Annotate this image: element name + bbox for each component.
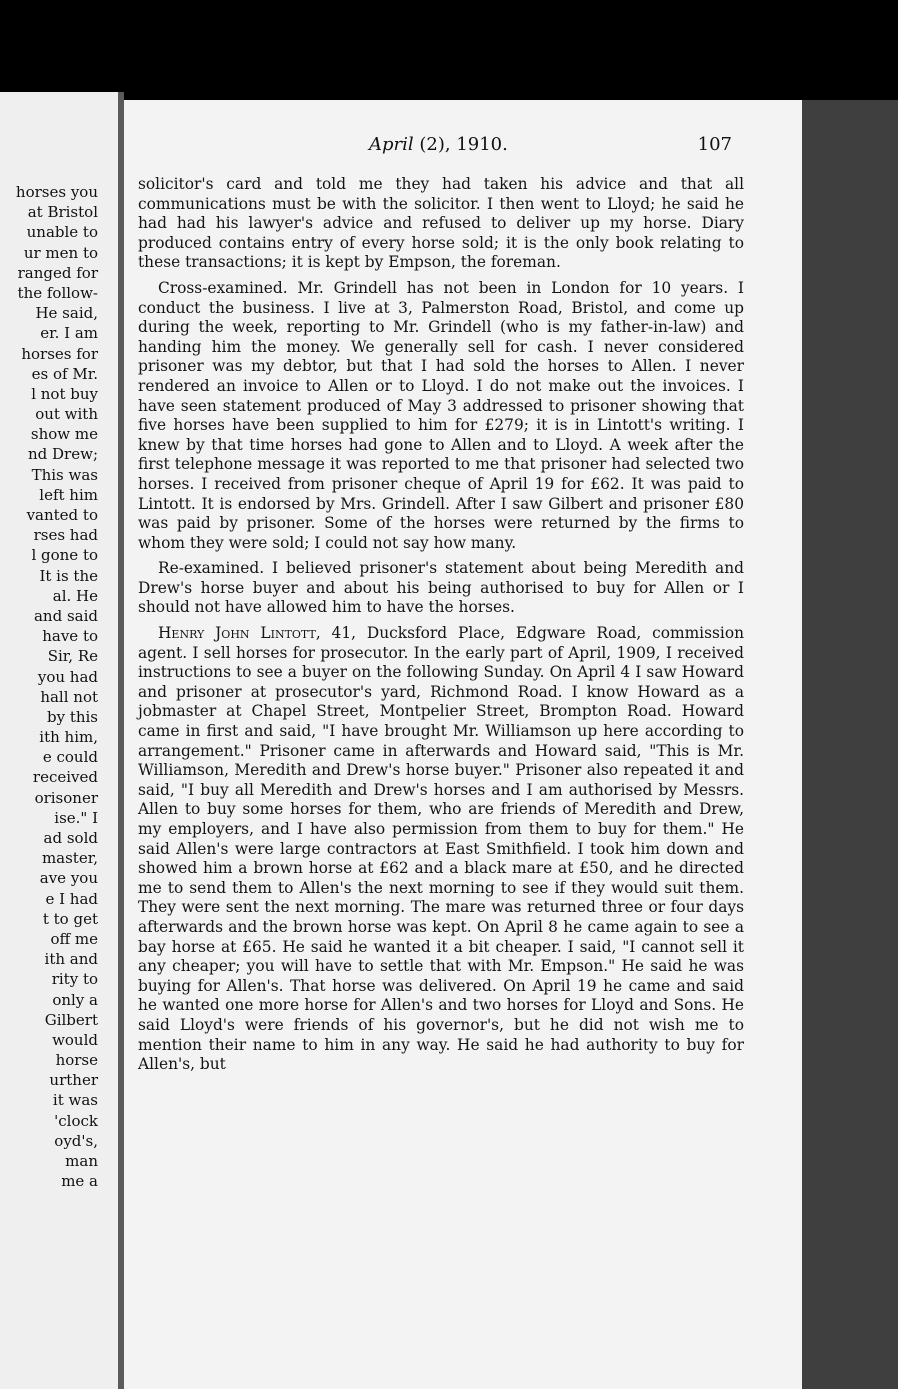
margin-fragment: e I had	[45, 889, 98, 908]
margin-fragment: have to	[42, 627, 98, 646]
margin-fragment: oyd's,	[54, 1131, 98, 1150]
facing-page-text	[0, 182, 98, 1191]
running-head	[369, 134, 508, 155]
margin-fragment: horse	[55, 1051, 98, 1070]
margin-fragment: and said	[33, 606, 98, 625]
main-page	[124, 100, 802, 1389]
margin-fragment: e could	[42, 748, 98, 767]
margin-fragment: es of Mr.	[31, 364, 98, 383]
margin-fragment: ur men to	[23, 243, 98, 262]
margin-fragment: the follow-	[17, 283, 98, 302]
margin-fragment: He said,	[35, 304, 98, 323]
margin-fragment: it was	[52, 1091, 98, 1110]
margin-fragment: rity to	[51, 970, 98, 989]
margin-fragment: er. I am	[40, 324, 98, 343]
paragraph-text: , 41, Ducksford Place, Edgware Road, commission agent. I sell horses for prosecutor. In the early part of April, 1909, I received instructions to see a buyer on the following Sunday. On April 4 I saw Howard and prisoner at prosecutor's yard, Richmond Road. I know Howard as a jobmaster at Chapel Street, Montpelier Street, Brompton Road. Howard came in first and said, "I have brought Mr. Williamson up here according to arrangement." Prisoner came in afterwards and Howard said, "This is Mr. Williamson, Meredith and Drew's horse buyer." Prisoner also repeated it and said, "I buy all Meredith and Drew's horses and I am authorised by Messrs. Allen to buy some horses for them, who are friends of Meredith and Drew, my employers, and I have also permission from them to buy for them." He said Allen's were large contractors at East Smithfield. I took him down and showed him a brown horse at £62 and a black mare at £50, and he directed me to send them to Allen's the next morning to see if they would suit them. They were sent the next morning. The mare was returned three or four days afterwards and the brown horse was kept. On April 8 he came again to see a bay horse at £65. He said he wanted it a bit cheaper. I said, "I cannot sell it any cheaper; you will have to settle that with Mr. Empson." He said he was buying for Allen's. That horse was delivered. On April 19 he came and said he wanted one more horse for Allen's and two horses for Lloyd and Sons. He said Lloyd's were friends of his governor's, but he did not wish me to mention their name to him in any way. He said he had authority to buy for Allen's, but	[138, 624, 745, 1074]
margin-fragment: at Bristol	[27, 203, 98, 222]
margin-fragment: urther	[49, 1071, 98, 1090]
paragraph: Re-examined. I believed prisoner's statement about being Meredith and Drew's horse buyer and about his being authorised to buy for Allen or I should not have allowed him to have the horses.	[138, 559, 744, 617]
margin-fragment: ave you	[39, 869, 98, 888]
margin-fragment: Sir, Re	[47, 647, 98, 666]
witness-name: Henry John Lintott	[158, 624, 316, 643]
margin-fragment: l gone to	[31, 546, 98, 565]
margin-fragment: 'clock	[54, 1111, 98, 1130]
margin-fragment: show me	[30, 425, 98, 444]
running-head-date: (2), 1910.	[419, 134, 508, 155]
margin-fragment: left him	[39, 485, 98, 504]
page-body	[138, 175, 744, 1081]
margin-fragment: you had	[37, 667, 98, 686]
margin-fragment: master,	[41, 849, 98, 868]
margin-fragment: ad sold	[43, 829, 98, 847]
facing-page	[0, 92, 124, 1389]
margin-fragment: man	[65, 1152, 98, 1170]
margin-fragment: This was	[31, 465, 98, 484]
margin-fragment: would	[52, 1030, 98, 1049]
margin-fragment: al. He	[52, 586, 98, 605]
margin-fragment: ith him,	[39, 728, 98, 747]
margin-fragment: It is the	[39, 566, 98, 585]
page-number: 107	[697, 134, 732, 155]
margin-fragment: ith and	[44, 950, 98, 969]
margin-fragment: received	[32, 768, 98, 787]
margin-fragment: only a	[52, 990, 98, 1009]
margin-fragment: horses for	[21, 344, 98, 363]
margin-fragment: hall not	[40, 687, 98, 706]
running-head-month: April	[369, 134, 414, 155]
page-edge-shadow	[802, 100, 898, 1389]
margin-fragment: nd Drew;	[28, 445, 98, 464]
margin-fragment: me a	[61, 1172, 98, 1191]
margin-fragment: Gilbert	[44, 1010, 98, 1029]
paragraph	[138, 624, 744, 1075]
margin-fragment: vanted to	[26, 506, 98, 524]
margin-fragment: horses you	[15, 183, 98, 201]
margin-fragment: off me	[50, 929, 98, 948]
margin-fragment: by this	[46, 707, 98, 726]
margin-fragment: ranged for	[17, 263, 98, 282]
margin-fragment: l not buy	[31, 384, 98, 403]
margin-fragment: unable to	[26, 223, 98, 242]
margin-fragment: t to get	[42, 909, 98, 928]
margin-fragment: orisoner	[34, 788, 98, 807]
margin-fragment: out with	[35, 405, 98, 424]
paragraph: solicitor's card and told me they had taken his advice and that all communications must be with the solicitor. I then went to Lloyd; he said he had had his lawyer's advice and refused to deliver up my horse. Diary produced contains entry of every horse sold; it is the only book relating to these transactions; it is kept by Empson, the foreman.	[138, 175, 744, 272]
margin-fragment: ise." I	[54, 808, 98, 827]
paragraph: Cross-examined. Mr. Grindell has not been in London for 10 years. I conduct the business. I live at 3, Palmerston Road, Bristol, and come up during the week, reporting to Mr. Grindell (who is my father-in-law) and handing him the money. We generally sell for cash. I never considered prisoner was my debtor, but that I had sold the horses to Allen. I never rendered an invoice to Allen or to Lloyd. I do not make out the invoices. I have seen statement produced of May 3 addressed to prisoner showing that five horses have been supplied to him for £279; it is in Lintott's writing. I knew by that time horses had gone to Allen and to Lloyd. A week after the first telephone message it was reported to me that prisoner had selected two horses. I received from prisoner cheque of April 19 for £62. It was paid to Lintott. It is endorsed by Mrs. Grindell. After I saw Gilbert and prisoner £80 was paid by prisoner. Some of the horses were returned by the firms to whom they were sold; I could not say how many.	[138, 278, 744, 552]
margin-fragment: rses had	[33, 526, 98, 545]
